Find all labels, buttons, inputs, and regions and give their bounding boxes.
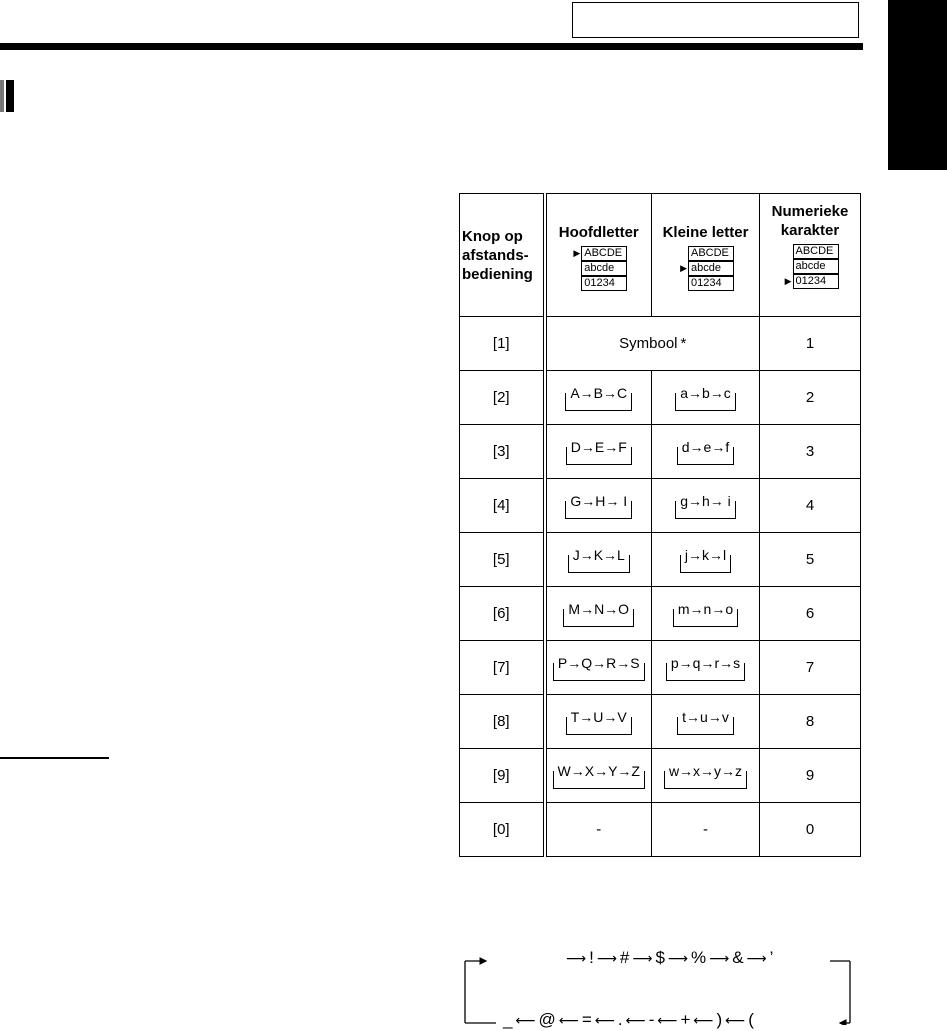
mini-box-lower: abcde [688, 261, 734, 276]
mini-box-numeric: 01234 [793, 274, 839, 289]
table-row-5 [460, 533, 861, 587]
arrow-right-icon: ⟶ [746, 949, 767, 966]
symbol-cycle-diagram [464, 947, 852, 1029]
lowercase-cycle: g→h→ i [680, 492, 731, 509]
mode-indicator-uppercase [570, 246, 627, 291]
lowercase-cycle: a→b→c [680, 384, 731, 401]
arrow-left-icon: ⟵ [625, 1011, 646, 1028]
selected-arrow-icon: ▶ [784, 276, 792, 286]
lowercase-cycle-cell [652, 425, 760, 479]
arrow-left-icon: ⟵ [558, 1011, 579, 1028]
uppercase-cycle-cell [545, 371, 652, 425]
mini-box-numeric: 01234 [688, 276, 734, 291]
table-row-0 [460, 803, 861, 857]
header-numeric [760, 194, 861, 317]
uppercase-cycle: G→H→ I [570, 492, 628, 509]
uppercase-cycle: J→K→L [572, 546, 625, 563]
symbol: ’ [769, 948, 774, 967]
key-cell: [7] [460, 641, 545, 695]
symbol-cell: Symbool * [545, 317, 760, 371]
lowercase-cycle: d→e→f [681, 438, 730, 455]
header-title-box [572, 2, 859, 38]
header-uppercase-label: Hoofdletter [558, 224, 639, 241]
header-numeric-line-2: karakter [780, 222, 840, 239]
symbol: $ [655, 948, 665, 967]
numeric-cell: 3 [760, 425, 861, 479]
numeric-cell: 4 [760, 479, 861, 533]
lowercase-cycle: j→k→l [684, 546, 727, 563]
lowercase-cycle: m→n→o [677, 600, 734, 617]
table-row-3 [460, 425, 861, 479]
lowercase-cycle: w→x→y→z [668, 762, 743, 779]
uppercase-cycle-cell [545, 695, 652, 749]
uppercase-cell: - [545, 803, 652, 857]
numeric-cell: 2 [760, 371, 861, 425]
header-lowercase-label: Kleine letter [662, 224, 749, 241]
lowercase-cycle-cell [652, 695, 760, 749]
table-row-6 [460, 587, 861, 641]
symbol: ! [589, 948, 594, 967]
symbol: + [680, 1010, 691, 1029]
uppercase-cycle-cell [545, 749, 652, 803]
symbol: # [619, 948, 630, 967]
mode-indicator-numeric [782, 244, 839, 289]
arrow-right-icon: ⟶ [709, 949, 730, 966]
arrow-right-icon: ⟶ [667, 949, 688, 966]
table-row-1 [460, 317, 861, 371]
uppercase-cycle-cell [545, 425, 652, 479]
header-numeric-line-1: Numerieke [771, 203, 849, 220]
key-character-table [459, 193, 861, 857]
uppercase-cycle-cell [545, 587, 652, 641]
uppercase-cycle: P→Q→R→S [557, 654, 640, 671]
table-row-7 [460, 641, 861, 695]
numeric-cell: 8 [760, 695, 861, 749]
lowercase-cycle-cell [652, 749, 760, 803]
table-row-2 [460, 371, 861, 425]
symbol: @ [538, 1010, 556, 1029]
mini-box-lower: abcde [793, 259, 839, 274]
key-cell: [5] [460, 533, 545, 587]
lowercase-cycle-cell [652, 641, 760, 695]
lowercase-cycle: p→q→r→s [670, 654, 741, 671]
header-knop-line-1: Knop op [462, 227, 523, 245]
arrow-right-icon: ⟶ [566, 949, 587, 966]
arrow-right-icon: ⟶ [596, 949, 617, 966]
key-cell: [0] [460, 803, 545, 857]
footnote-rule [0, 757, 109, 759]
uppercase-cycle-cell [545, 533, 652, 587]
lowercase-cycle: t→u→v [682, 708, 729, 725]
symbol: = [581, 1010, 592, 1029]
section-side-tab [888, 0, 947, 170]
uppercase-cycle: A→B→C [570, 384, 628, 401]
table-row-8 [460, 695, 861, 749]
mini-box-numeric: 01234 [581, 276, 627, 291]
key-cell: [9] [460, 749, 545, 803]
lowercase-cycle-cell [652, 587, 760, 641]
lowercase-cycle-cell [652, 479, 760, 533]
lowercase-cycle-cell [652, 371, 760, 425]
table-row-4 [460, 479, 861, 533]
key-cell: [8] [460, 695, 545, 749]
selected-arrow-icon: ▶ [573, 248, 581, 258]
header-remote-button [460, 194, 545, 317]
numeric-cell: 7 [760, 641, 861, 695]
selected-arrow-icon: ▶ [680, 263, 687, 273]
header-uppercase [545, 194, 652, 317]
key-cell: [4] [460, 479, 545, 533]
table-row-9 [460, 749, 861, 803]
uppercase-cycle: T→U→V [570, 708, 627, 725]
key-cell: [3] [460, 425, 545, 479]
uppercase-cycle: D→E→F [570, 438, 627, 455]
key-cell: [2] [460, 371, 545, 425]
header-lowercase [652, 194, 760, 317]
uppercase-cycle: W→X→Y→Z [557, 762, 640, 779]
symbol: % [690, 948, 707, 967]
numeric-cell: 1 [760, 317, 861, 371]
header-knop-line-2: afstands- [462, 246, 529, 264]
numeric-cell: 0 [760, 803, 861, 857]
symbol: - [648, 1010, 655, 1029]
lowercase-cell: - [652, 803, 760, 857]
symbol: . [617, 1010, 623, 1029]
arrow-left-icon: ⟵ [693, 1011, 714, 1028]
lowercase-cycle-cell [652, 533, 760, 587]
numeric-cell: 9 [760, 749, 861, 803]
arrow-left-icon: ⟵ [657, 1011, 678, 1028]
table-header-row [460, 194, 861, 317]
arrow-left-icon: ⟵ [725, 1011, 746, 1028]
mini-box-upper: ABCDE [688, 246, 734, 261]
mini-box-lower: abcde [581, 261, 627, 276]
numeric-cell: 6 [760, 587, 861, 641]
uppercase-cycle: M→N→O [568, 600, 630, 617]
mini-box-upper: ABCDE [793, 244, 839, 259]
arrow-left-icon: ⟵ [594, 1011, 615, 1028]
key-cell: [6] [460, 587, 545, 641]
arrow-left-icon: ⟵ [515, 1011, 536, 1028]
key-cell: [1] [460, 317, 545, 371]
symbol: ) [716, 1010, 723, 1029]
arrow-right-icon: ⟶ [632, 949, 653, 966]
mode-indicator-lowercase [677, 246, 734, 291]
mini-box-upper: ABCDE [581, 246, 627, 261]
uppercase-cycle-cell [545, 641, 652, 695]
symbol: _ [503, 1010, 513, 1029]
header-knop-line-3: bediening [462, 265, 533, 283]
section-heading-marker [0, 80, 14, 112]
symbol-row-top [564, 948, 774, 968]
symbol: ( [748, 1010, 754, 1029]
uppercase-cycle-cell [545, 479, 652, 533]
header-rule [0, 43, 863, 50]
symbol: & [732, 948, 744, 967]
numeric-cell: 5 [760, 533, 861, 587]
symbol-row-bottom [502, 1010, 755, 1030]
